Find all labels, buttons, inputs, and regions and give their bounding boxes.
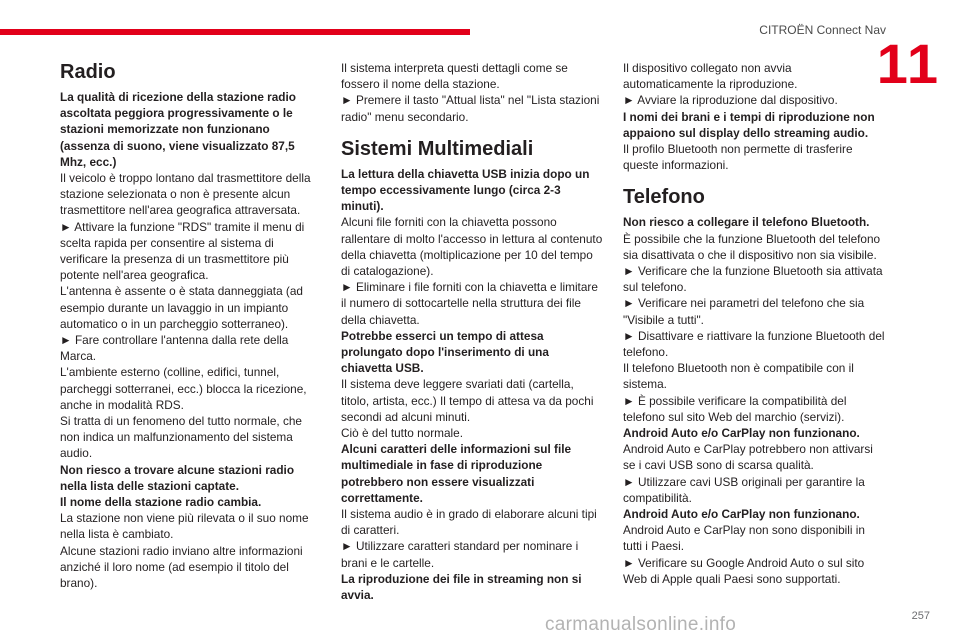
text-column-2 [341, 60, 603, 603]
section-heading: Telefono [623, 186, 705, 209]
paragraph: Si tratta di un fenomeno del tutto normale, che non indica un malfunzionamento del sistema audio. [60, 414, 302, 461]
paragraph: L'antenna è assente o è stata danneggiata (ad esempio durante un lavaggio in un impianto automatico o in un parcheggio sotterraneo). [60, 284, 303, 331]
troubleshooting-question: Non riesco a collegare il telefono Bluetooth. [623, 215, 870, 230]
paragraph: Alcuni file forniti con la chiavetta possono rallentare di molto l'accesso in lettura al contenuto della chiavetta (moltiplicazione per 10 del tempo di catalogazione). [341, 215, 603, 279]
paragraph: ► Fare controllare l'antenna dalla rete della Marca. [60, 333, 289, 364]
page-number: 257 [911, 610, 930, 622]
paragraph: ► Premere il tasto "Attual lista" nel "Lista stazioni radio" menu secondario. [341, 93, 600, 124]
watermark[interactable]: carmanualsonline.info [545, 614, 737, 635]
header-accent-bar [0, 29, 470, 35]
text-column-1 [60, 60, 322, 591]
paragraph: ► Utilizzare caratteri standard per nominare i brani e le cartelle. [341, 539, 579, 570]
troubleshooting-question: La qualità di ricezione della stazione radio ascoltata peggiora progressivamente o le stazioni memorizzate non funzionano (assenza di suono, viene visualizzato 87,5 Mhz, ecc.) [60, 90, 296, 169]
paragraph: Android Auto e CarPlay non sono disponibili in tutti i Paesi. [623, 523, 865, 554]
paragraph: ► Verificare che la funzione Bluetooth sia attivata sul telefono. [623, 264, 883, 295]
section-heading: Sistemi Multimediali [341, 137, 534, 160]
section-heading: Radio [60, 61, 116, 83]
paragraph: Android Auto e CarPlay potrebbero non attivarsi se i cavi USB sono di scarsa qualità. [623, 442, 873, 473]
paragraph: ► Attivare la funzione "RDS" tramite il menu di scelta rapida per consentire al sistema di verificare la presenza di un trasmettitore più potente nell'area geografica. [60, 219, 305, 283]
troubleshooting-question: Il nome della stazione radio cambia. [60, 495, 262, 510]
troubleshooting-question: Android Auto e/o CarPlay non funzionano. [623, 507, 860, 522]
paragraph: Alcune stazioni radio inviano altre informazioni anziché il loro nome (ad esempio il titolo del brano). [60, 543, 303, 591]
paragraph: ► Verificare nei parametri del telefono che sia "Visibile a tutti". [623, 296, 865, 327]
troubleshooting-question: I nomi dei brani e i tempi di riproduzione non appaiono sul display dello streaming audio. [623, 109, 875, 140]
paragraph: La stazione non viene più rilevata o il suo nome nella lista è cambiato. [60, 511, 309, 542]
paragraph: Ciò è del tutto normale. [341, 426, 463, 441]
troubleshooting-question: Alcuni caratteri delle informazioni sul file multimediale in fase di riproduzione potrebbero non essere visualizzati correttamente. [341, 442, 572, 505]
paragraph: ► Utilizzare cavi USB originali per garantire la compatibilità. [623, 474, 865, 505]
troubleshooting-question: Non riesco a trovare alcune stazioni radio nella lista delle stazioni captate. [60, 462, 295, 493]
paragraph: L'ambiente esterno (colline, edifici, tunnel, parcheggi sotterranei, ecc.) blocca la ricezione, anche in modalità RDS. [60, 365, 307, 412]
paragraph: ► Avviare la riproduzione dal dispositivo. [623, 93, 838, 108]
paragraph: Il sistema deve leggere svariati dati (cartella, titolo, artista, ecc.) Il tempo di attesa va da pochi secondi ad alcuni minuti. [341, 377, 594, 424]
troubleshooting-question: La riproduzione dei file in streaming non si avvia. [341, 571, 582, 603]
paragraph: Il telefono Bluetooth non è compatibile con il sistema. [623, 361, 854, 392]
paragraph: Il profilo Bluetooth non permette di trasferire queste informazioni. [623, 142, 853, 173]
paragraph: Il sistema interpreta questi dettagli come se fossero il nome della stazione. [341, 61, 568, 92]
troubleshooting-question: Android Auto e/o CarPlay non funzionano. [623, 426, 860, 441]
header-title: CITROËN Connect Nav [759, 23, 886, 37]
paragraph: ► È possibile verificare la compatibilità del telefono sul sito Web del marchio (servizi). [623, 393, 847, 424]
paragraph: ► Eliminare i file forniti con la chiavetta e limitare il numero di sottocartelle nella struttura dei file della chiavetta. [341, 280, 598, 327]
paragraph: È possibile che la funzione Bluetooth del telefono sia disattivata o che il dispositivo non sia visibile. [623, 231, 881, 262]
paragraph: Il veicolo è troppo lontano dal trasmettitore della stazione selezionata o non è presente alcun trasmettitore nell'area geografica attraversata. [60, 171, 311, 218]
text-column-3 [623, 60, 885, 587]
paragraph: ► Verificare su Google Android Auto o sul sito Web di Apple quali Paesi sono supportati. [623, 555, 865, 586]
troubleshooting-question: La lettura della chiavetta USB inizia dopo un tempo eccessivamente lungo (circa 2-3 minuti). [341, 166, 590, 214]
troubleshooting-question: Potrebbe esserci un tempo di attesa prolungato dopo l'inserimento di una chiavetta USB. [341, 328, 549, 376]
paragraph: ► Disattivare e riattivare la funzione Bluetooth del telefono. [623, 328, 885, 360]
paragraph: Il dispositivo collegato non avvia automaticamente la riproduzione. [623, 61, 798, 92]
chapter-number: 11 [876, 32, 940, 95]
paragraph: Il sistema audio è in grado di elaborare alcuni tipi di caratteri. [341, 507, 597, 538]
